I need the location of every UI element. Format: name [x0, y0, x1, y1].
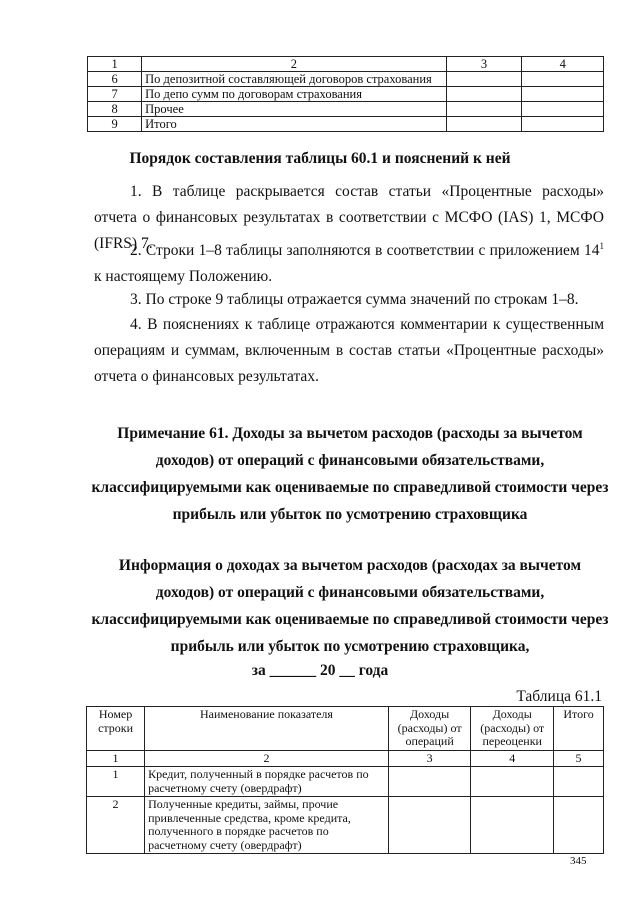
page-number: 345	[570, 855, 587, 867]
table-caption: Таблица 61.1	[516, 688, 602, 705]
empty-cell	[471, 797, 554, 854]
col-num-3: 3	[446, 57, 522, 72]
empty-cell	[522, 117, 604, 132]
paragraph-1-text: 1. В таблице раскрывается состав статьи «Процентные расходы» отчета о финансовых результатах в соответствии с МСФО (IAS) 1, МСФО (IFRS) 7.	[94, 183, 604, 252]
note-title: Примечание 61. Доходы за вычетом расходов (расходы за вычетом доходов) от операций с финансовыми обязательствами, классифицируемыми как оцениваемые по справедливой стоимости через прибыль или убыток по усмотрению страховщика	[91, 425, 609, 523]
column-number-row	[87, 750, 604, 767]
col-num-4: 4	[471, 750, 554, 767]
row-label: Прочее	[142, 102, 447, 117]
row-label: Полученные кредиты, займы, прочие привлеченные средства, кроме кредита, полученного в порядке расчетов по расчетному счету (овердрафт)	[145, 797, 389, 854]
col-num-3: 3	[388, 750, 471, 767]
paragraph-3-text: 3. По строке 9 таблицы отражается сумма значений по строкам 1–8.	[130, 291, 579, 308]
row-number: 7	[88, 87, 142, 102]
header-row-number: Номер строки	[87, 707, 145, 751]
empty-cell	[522, 72, 604, 87]
col-num-1: 1	[87, 750, 145, 767]
period-line: за ______ 20 __ года	[251, 662, 389, 679]
table-row	[87, 767, 604, 797]
main-table	[86, 706, 604, 854]
row-number: 9	[88, 117, 142, 132]
empty-cell	[388, 797, 471, 854]
row-label: Итого	[142, 117, 447, 132]
empty-cell	[554, 767, 604, 797]
header-operations: Доходы (расходы) от операций	[388, 707, 471, 751]
paragraph-4	[94, 312, 604, 390]
empty-cell	[446, 87, 522, 102]
empty-cell	[446, 117, 522, 132]
empty-cell	[522, 87, 604, 102]
empty-cell	[471, 767, 554, 797]
paragraph-2-end: к настоящему Положению.	[94, 268, 273, 286]
col-num-2: 2	[142, 57, 447, 72]
empty-cell	[446, 102, 522, 117]
table-row	[88, 72, 604, 87]
table-row	[87, 797, 604, 854]
row-label: Кредит, полученный в порядке расчетов по расчетному счету (овердрафт)	[145, 767, 389, 797]
paragraph-4-text: 4. В пояснениях к таблице отражаются комментарии к существенным операциям и суммам, включенным в состав статьи «Процентные расходы» отчета о финансовых результатах.	[94, 316, 604, 385]
header-revaluation: Доходы (расходы) от переоценки	[471, 707, 554, 751]
table-row	[88, 117, 604, 132]
empty-cell	[388, 767, 471, 797]
header-total: Итого	[554, 707, 604, 751]
row-number: 2	[87, 797, 145, 854]
info-title: Информация о доходах за вычетом расходов (расходах за вычетом доходов) от операций с финансовыми обязательствами, классифицируемыми как оцениваемые по справедливой стоимости через прибыль или убыток по усмотрению страховщика,	[91, 557, 609, 655]
empty-cell	[446, 72, 522, 87]
section-heading: Порядок составления таблицы 60.1 и пояснений к ней	[129, 150, 511, 167]
footnote-mark: 1	[599, 241, 604, 251]
header-indicator-name: Наименование показателя	[145, 707, 389, 751]
table-row	[88, 102, 604, 117]
row-label: По депозитной составляющей договоров страхования	[142, 72, 447, 87]
row-label: По депо сумм по договорам страхования	[142, 87, 447, 102]
row-number: 8	[88, 102, 142, 117]
row-number: 1	[87, 767, 145, 797]
col-num-5: 5	[554, 750, 604, 767]
paragraph-3	[94, 287, 604, 313]
empty-cell	[554, 797, 604, 854]
table-row	[88, 87, 604, 102]
row-number: 6	[88, 72, 142, 87]
table-header-row	[87, 707, 604, 751]
paragraph-2-text: 2. Строки 1–8 таблицы заполняются в соответствии с приложением 14	[130, 242, 600, 260]
col-num-2: 2	[145, 750, 389, 767]
col-num-4: 4	[522, 57, 604, 72]
paragraph-2	[94, 233, 604, 290]
col-num-1: 1	[88, 57, 142, 72]
top-table	[87, 56, 604, 132]
table-header-row	[88, 57, 604, 72]
empty-cell	[522, 102, 604, 117]
